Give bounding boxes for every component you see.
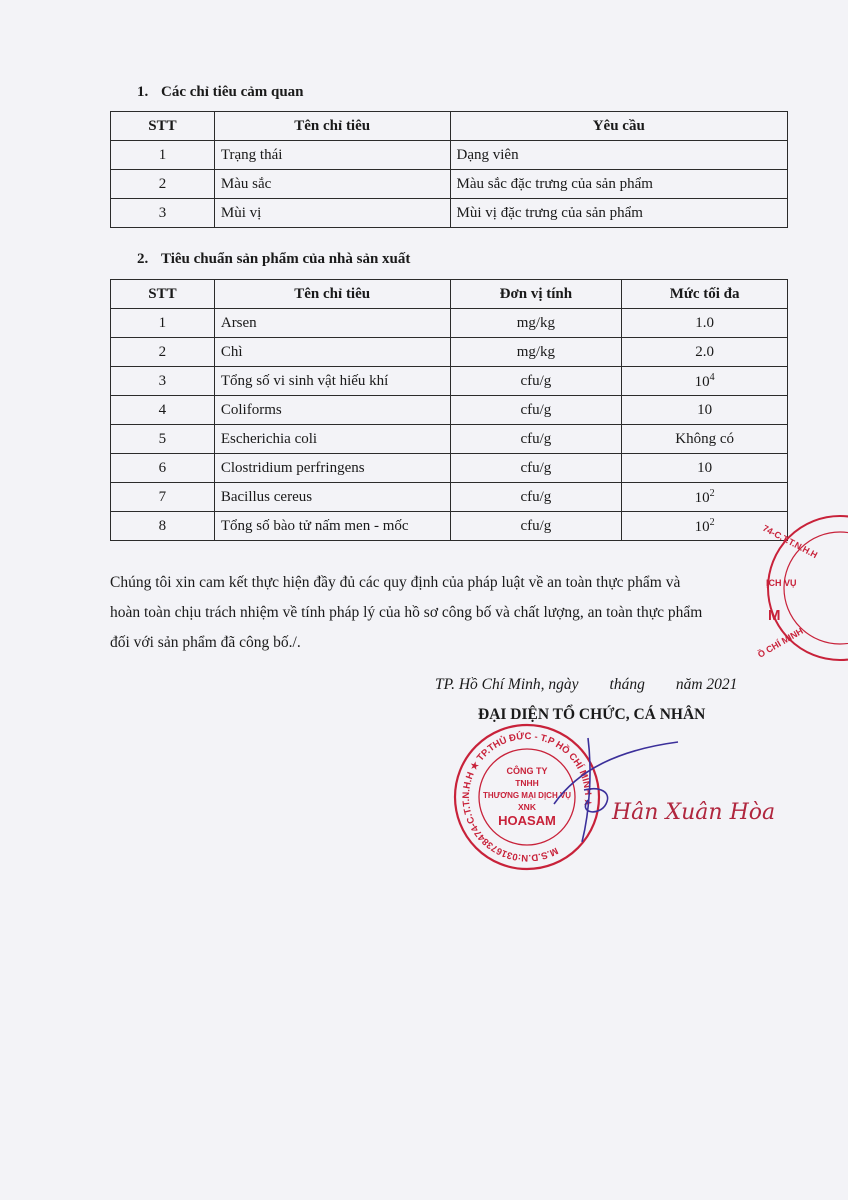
- manufacturer-standard-table: [110, 279, 788, 541]
- cell-requirement: Màu sắc đặc trưng của sản phẩm: [450, 170, 787, 199]
- cell-stt: 3: [111, 367, 215, 396]
- signer-name: Hân Xuân Hòa: [612, 800, 776, 825]
- table-row: [111, 170, 788, 199]
- cell-unit: cfu/g: [450, 396, 622, 425]
- cell-stt: 4: [111, 396, 215, 425]
- svg-text:CÔNG TY: CÔNG TY: [506, 766, 548, 776]
- cell-name: Tổng số vi sinh vật hiếu khí: [214, 367, 450, 396]
- table-header-row: [111, 112, 788, 141]
- max-value: Không có: [675, 430, 734, 447]
- cell-unit: cfu/g: [450, 367, 622, 396]
- table-row: [111, 483, 788, 512]
- max-value: 10: [694, 518, 710, 535]
- partial-company-stamp: [732, 508, 848, 668]
- table-row: [111, 454, 788, 483]
- table-row: [111, 309, 788, 338]
- cell-unit: cfu/g: [450, 425, 622, 454]
- cell-unit: cfu/g: [450, 512, 622, 541]
- cell-unit: cfu/g: [450, 454, 622, 483]
- table-row: [111, 338, 788, 367]
- header-stt: STT: [111, 280, 215, 309]
- cell-name: Chì: [214, 338, 450, 367]
- svg-text:M: M: [768, 607, 781, 624]
- cell-name: Coliforms: [214, 396, 450, 425]
- svg-text:M.S.D.N:0316738474-C.T.T.N.H.H: M.S.D.N:0316738474-C.T.T.N.H.H ★ TP.THỦ ĐỨC - T.P HỒ CHÍ MINH ★: [460, 730, 594, 864]
- section-2-number: 2.: [137, 251, 149, 267]
- cell-requirement: Dạng viên: [450, 141, 787, 170]
- table-row: [111, 512, 788, 541]
- section-2-title-text: Tiêu chuẩn sản phẩm của nhà sản xuất: [161, 251, 411, 267]
- table-row: [111, 141, 788, 170]
- representative-heading: ĐẠI DIỆN TỔ CHỨC, CÁ NHÂN: [478, 706, 706, 723]
- cell-name: Màu sắc: [214, 170, 450, 199]
- cell-unit: mg/kg: [450, 309, 622, 338]
- max-value: 10: [694, 373, 710, 390]
- cell-name: Trạng thái: [214, 141, 450, 170]
- max-value: 2.0: [695, 343, 714, 360]
- cell-name: Escherichia coli: [214, 425, 450, 454]
- cell-unit: mg/kg: [450, 338, 622, 367]
- max-value-exponent: 4: [709, 371, 715, 383]
- commitment-paragraph: [110, 568, 790, 658]
- section-2-title: [137, 251, 410, 268]
- cell-stt: 8: [111, 512, 215, 541]
- svg-text:Ồ CHÍ MINH: Ồ CHÍ MINH: [756, 625, 805, 660]
- table-row: [111, 199, 788, 228]
- max-value-exponent: 2: [709, 516, 715, 528]
- section-1-number: 1.: [137, 84, 149, 100]
- cell-stt: 1: [111, 141, 215, 170]
- max-value: 10: [697, 459, 713, 476]
- cell-stt: 2: [111, 338, 215, 367]
- cell-max-level: [622, 338, 788, 367]
- cell-max-level: [622, 425, 788, 454]
- table-row: [111, 425, 788, 454]
- sensory-criteria-table: [110, 111, 788, 228]
- header-unit: Đơn vị tính: [450, 280, 622, 309]
- svg-text:74-C.T.T.N.H.H: 74-C.T.T.N.H.H: [761, 522, 820, 561]
- cell-stt: 7: [111, 483, 215, 512]
- svg-text:XNK: XNK: [518, 802, 536, 812]
- header-stt: STT: [111, 112, 215, 141]
- max-value: 10: [697, 401, 713, 418]
- section-1-title: [137, 84, 304, 101]
- svg-text:HOASAM: HOASAM: [498, 813, 556, 828]
- header-max-level: Mức tối đa: [622, 280, 788, 309]
- max-value: 10: [694, 489, 710, 506]
- cell-stt: 1: [111, 309, 215, 338]
- cell-stt: 6: [111, 454, 215, 483]
- table-header-row: [111, 280, 788, 309]
- commitment-line: hoàn toàn chịu trách nhiệm về tính pháp lý của hồ sơ công bố và chất lượng, an toàn thực phẩm: [110, 604, 703, 621]
- cell-stt: 2: [111, 170, 215, 199]
- header-criteria-name: Tên chỉ tiêu: [214, 112, 450, 141]
- cell-max-level: [622, 396, 788, 425]
- cell-name: Bacillus cereus: [214, 483, 450, 512]
- svg-text:THƯƠNG MẠI DỊCH VỤ: THƯƠNG MẠI DỊCH VỤ: [482, 791, 572, 800]
- cell-name: Tổng số bào tử nấm men - mốc: [214, 512, 450, 541]
- cell-max-level: [622, 309, 788, 338]
- max-value-exponent: 2: [709, 487, 715, 499]
- cell-name: Mùi vị: [214, 199, 450, 228]
- cell-name: Arsen: [214, 309, 450, 338]
- place-date-line: TP. Hồ Chí Minh, ngày tháng năm 2021: [435, 676, 738, 693]
- table-row: [111, 396, 788, 425]
- cell-requirement: Mùi vị đặc trưng của sản phẩm: [450, 199, 787, 228]
- commitment-line: Chúng tôi xin cam kết thực hiện đầy đủ các quy định của pháp luật về an toàn thực phẩm và: [110, 574, 681, 591]
- cell-stt: 5: [111, 425, 215, 454]
- handwritten-signature: [548, 730, 688, 850]
- cell-stt: 3: [111, 199, 215, 228]
- max-value: 1.0: [695, 314, 714, 331]
- header-requirement: Yêu cầu: [450, 112, 787, 141]
- table-row: [111, 367, 788, 396]
- section-1-title-text: Các chỉ tiêu cảm quan: [161, 84, 304, 100]
- svg-text:TNHH: TNHH: [515, 778, 539, 788]
- commitment-line: đối với sản phẩm đã công bố./.: [110, 634, 301, 651]
- cell-max-level: [622, 367, 788, 396]
- header-criteria-name: Tên chỉ tiêu: [214, 280, 450, 309]
- cell-unit: cfu/g: [450, 483, 622, 512]
- svg-text:ỊCH VỤ: ỊCH VỤ: [766, 578, 797, 588]
- cell-name: Clostridium perfringens: [214, 454, 450, 483]
- cell-max-level: [622, 454, 788, 483]
